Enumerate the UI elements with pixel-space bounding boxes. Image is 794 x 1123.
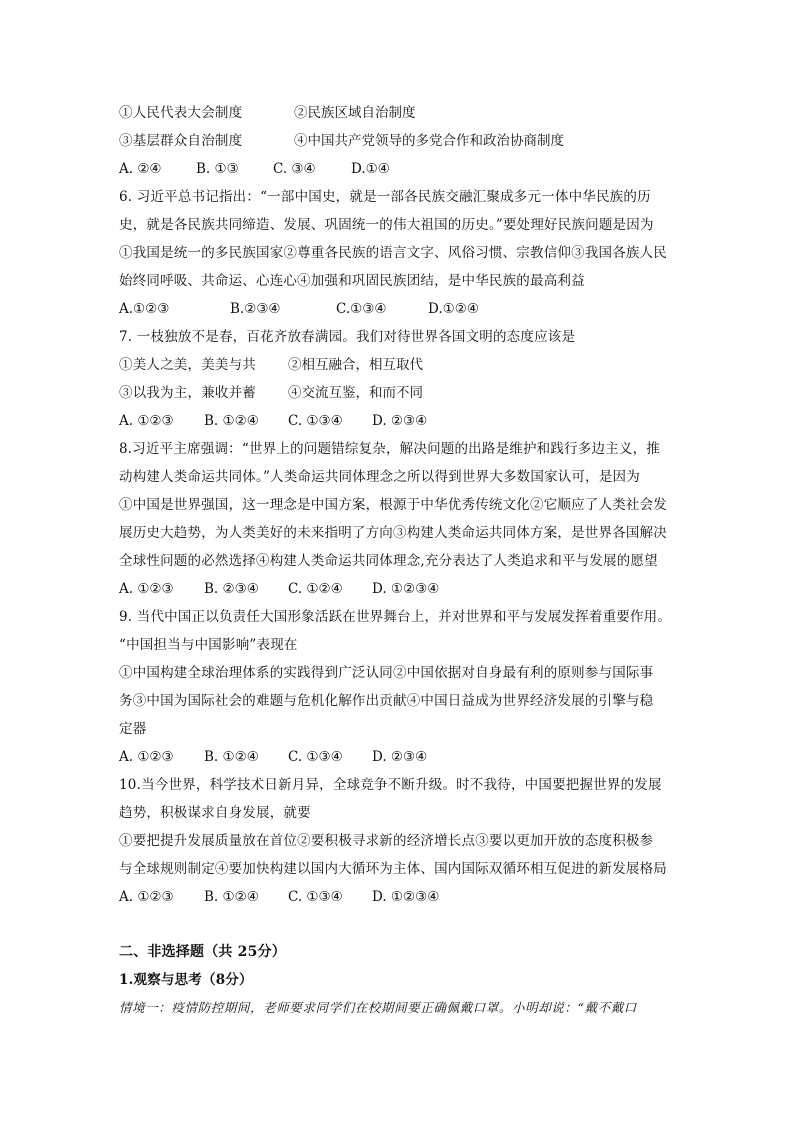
q6-option-b: B.②③④	[230, 301, 281, 317]
q8-items-line-2: 展历史大趋势，为人类美好的未来指明了方向③构建人类命运共同体方案，是世界各国解决	[119, 525, 667, 541]
q7-item-2: ②相互融合，相互取代	[288, 357, 423, 373]
q10-items-line-2: 与全球规则制定④要加快构建以国内大循环为主体、国内国际双循环相互促进的新发展格局	[119, 861, 667, 877]
q8-option-d: D. ①②③④	[372, 581, 440, 597]
q10-option-c: C. ①③④	[288, 889, 343, 905]
q10-option-a: A. ①②③	[119, 889, 174, 905]
q9-option-a: A. ①②③	[119, 749, 174, 765]
q7-item-3: ③以我为主，兼收并蓄	[119, 385, 256, 401]
q7-stem: 7. 一枝独放不是春，百花齐放春满园。我们对待世界各国文明的态度应该是	[119, 329, 576, 345]
scenario-1-text: 情境一：疫情防控期间，老师要求同学们在校期间要正确佩戴口罩。小明却说：“戴不戴口	[119, 1000, 637, 1015]
q9-stem-line-2: “中国担当与中国影响”表现在	[119, 637, 298, 653]
q6-option-d: D.①②④	[428, 301, 479, 317]
q9-stem-line-1: 9. 当代中国正以负责任大国形象活跃在世界舞台上，并对世界和平与发展发挥着重要作用。	[119, 609, 672, 625]
q7-option-d: D. ②③④	[372, 413, 428, 429]
q10-stem-line-2: 趋势，积极谋求自身发展，就要	[119, 805, 311, 821]
q8-items-line-1: ①中国是世界强国，这一理念是中国方案，根源于中华优秀传统文化②它顺应了人类社会发	[119, 497, 667, 513]
q6-stem-line-2: 史，就是各民族共同缔造、发展、巩固统一的伟大祖国的历史。”要处理好民族问题是因为	[119, 217, 654, 233]
q8-option-b: B. ②③④	[204, 581, 259, 597]
q10-option-b: B. ①②④	[204, 889, 259, 905]
q7-item-1: ①美人之美，美美与共	[119, 357, 256, 373]
q6-stem-line-1: 6. 习近平总书记指出：“一部中国史，就是一部各民族交融汇聚成多元一体中华民族的历	[119, 189, 651, 205]
q5-item-4: ④中国共产党领导的多党合作和政治协商制度	[294, 133, 564, 149]
q9-items-line-3: 定器	[119, 721, 147, 737]
q6-items-line-2: 始终同呼吸、共命运、心连心④加强和巩固民族团结，是中华民族的最高利益	[119, 273, 585, 289]
section-2-heading: 二、非选择题（共 25分）	[119, 944, 286, 960]
q9-option-d: D. ②③④	[372, 749, 428, 765]
q8-stem-line-1: 8.习近平主席强调：“世界上的问题错综复杂，解决问题的出路是维护和践行多边主义，推	[119, 441, 660, 457]
q10-stem-line-1: 10.当今世界，科学技术日新月异，全球竞争不断升级。时不我待，中国要把握世界的发展	[119, 777, 662, 793]
q7-option-b: B. ①②④	[204, 413, 259, 429]
q6-option-a: A.①②③	[119, 301, 170, 317]
q8-items-line-3: 全球性问题的必然选择④构建人类命运共同体理念,充分表达了人类追求和平与发展的愿望	[119, 553, 658, 569]
q7-option-c: C. ①③④	[288, 413, 343, 429]
q6-option-c: C.①③④	[336, 301, 387, 317]
q5-item-3: ③基层群众自治制度	[119, 133, 243, 149]
q5-option-c: C. ③④	[273, 161, 316, 177]
q9-option-b: B. ①②④	[204, 749, 259, 765]
q8-option-a: A. ①②③	[119, 581, 174, 597]
q10-option-d: D. ①②③④	[372, 889, 440, 905]
question-1-heading: 1.观察与思考（8分）	[119, 972, 253, 988]
q6-items-line-1: ①我国是统一的多民族国家②尊重各民族的语言文字、风俗习惯、宗教信仰③我国各族人民	[119, 245, 667, 261]
q8-option-c: C. ①②④	[288, 581, 343, 597]
q5-item-1: ①人民代表大会制度	[119, 105, 243, 121]
q9-items-line-1: ①中国构建全球治理体系的实践得到广泛认同②中国依据对自身最有利的原则参与国际事	[119, 665, 654, 681]
q5-option-b: B. ①③	[196, 161, 239, 177]
q5-item-2: ②民族区域自治制度	[294, 105, 416, 121]
q7-item-4: ④交流互鉴，和而不同	[288, 385, 423, 401]
q10-items-line-1: ①要把提升发展质量放在首位②要积极寻求新的经济增长点③要以更加开放的态度积极参	[119, 833, 654, 849]
q5-option-d: D.①④	[351, 161, 390, 177]
q9-items-line-2: 务③中国为国际社会的难题与危机化解作出贡献④中国日益成为世界经济发展的引擎与稳	[119, 693, 654, 709]
q9-option-c: C. ①③④	[288, 749, 343, 765]
q7-option-a: A. ①②③	[119, 413, 174, 429]
q5-option-a: A. ②④	[119, 161, 162, 177]
q8-stem-line-2: 动构建人类命运共同体。”人类命运共同体理念之所以得到世界大多数国家认可，是因为	[119, 469, 640, 485]
